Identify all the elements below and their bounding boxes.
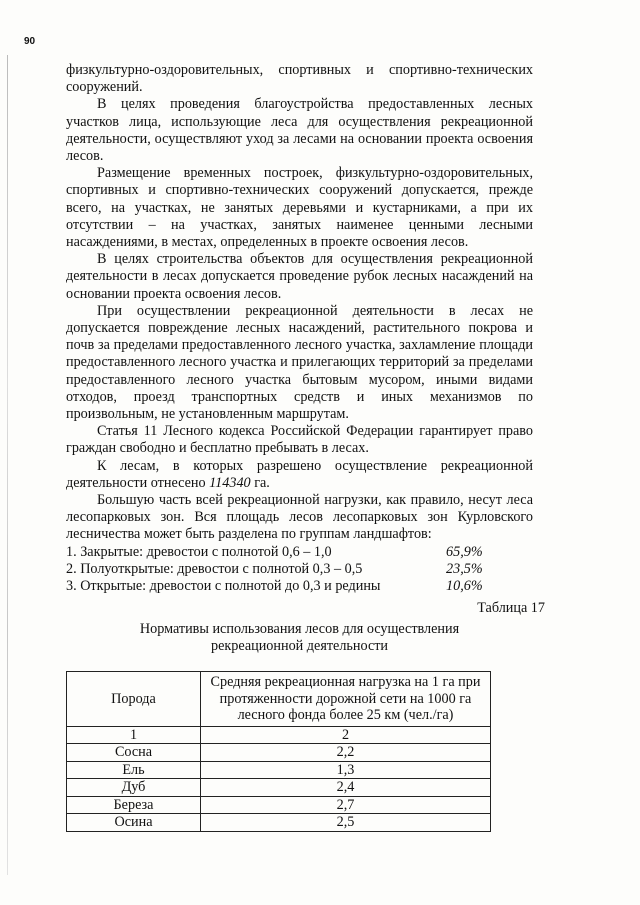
list-item: 2. Полуоткрытые: древостои с полнотой 0,3 – 0,5 23,5% — [66, 560, 483, 577]
area-paragraph: К лесам, в которых разрешено осуществление рекреационной деятельности отнесено 114340 га. — [66, 457, 533, 491]
paragraph: В целях проведения благоустройства предоставленных лесных участков лица, использующие леса для осуществления рекреационной деятельности, осуществляют уход за лесами на основании проекта освоения лесов. — [66, 96, 533, 165]
landscape-group-list — [66, 544, 533, 596]
scan-edge-line — [7, 55, 8, 875]
paragraph: Статья 11 Лесного кодекса Российской Федерации гарантирует право граждан свободно и бесплатно пребывать в лесах. — [66, 423, 533, 457]
table-row: Береза 2,7 — [67, 796, 491, 814]
page-number: 90 — [24, 36, 36, 47]
paragraph: В целях строительства объектов для осуществления рекреационной деятельности в лесах допускается проведение рубок лесных насаждений на основании проекта освоения лесов. — [66, 251, 533, 302]
table-row: Осина 2,5 — [67, 814, 491, 832]
body-text — [66, 62, 533, 595]
recreation-norms-table — [66, 671, 491, 832]
load-paragraph: Большую часть всей рекреационной нагрузки, как правило, несут леса лесопарковых зон. Вся площадь лесов лесопарковых зон Курловского лесничества может быть разделена по группам ландшафтов: — [66, 492, 533, 543]
list-item: 1. Закрытые: древостои с полнотой 0,6 – 1,0 65,9% — [66, 543, 483, 560]
paragraph: физкультурно-оздоровительных, спортивных и спортивно-технических сооружений. — [66, 62, 533, 96]
header-load: Средняя рекреационная нагрузка на 1 га при протяженности дорожной сети на 1000 га лесного фонда более 25 км (чел./га) — [201, 672, 491, 727]
table-row: Дуб 2,4 — [67, 779, 491, 797]
list-item: 3. Открытые: древостои с полнотой до 0,3 и редины 10,6% — [66, 578, 483, 595]
table-index-row: 1 2 — [67, 726, 491, 744]
paragraph: Размещение временных построек, физкультурно-оздоровительных, спортивных и спортивно-технических сооружений допускается, прежде всего, на участках, не занятых деревьями и кустарниками, а при их отсутствии – на участках, занятых наименее ценными лесными насаждениями, в местах, определенных в проекте освоения лесов. — [66, 165, 533, 251]
table-title: Нормативы использования лесов для осуществления рекреационной деятельности — [139, 621, 460, 655]
area-value: 114340 — [209, 474, 251, 491]
table-caption: Таблица 17 — [477, 600, 545, 616]
table-header-row — [67, 672, 491, 727]
table-row: Ель 1,3 — [67, 761, 491, 779]
header-species: Порода — [67, 672, 201, 727]
table-row: Сосна 2,2 — [67, 744, 491, 762]
paragraph: При осуществлении рекреационной деятельности в лесах не допускается повреждение лесных насаждений, растительного покрова и почв за пределами предоставленного лесного участка, захламление площади предоставленного лесного участка и прилегающих территорий за пределами предоставленного лесного участка бытовым мусором, иными видами отходов, проезд транспортных средств и иных механизмов по произвольным, не установленным маршрутам. — [66, 302, 533, 423]
